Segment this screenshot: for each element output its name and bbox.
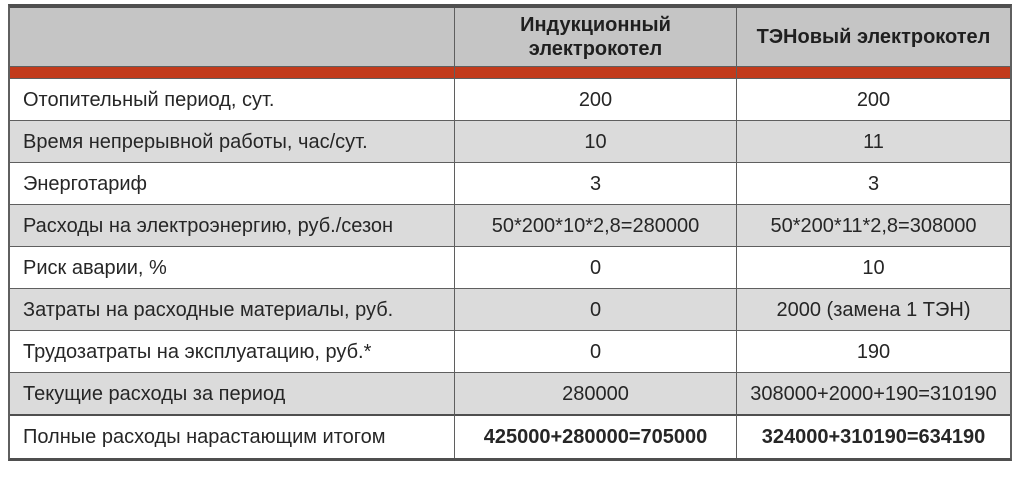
header-empty-cell xyxy=(10,8,454,66)
induction-value: 0 xyxy=(454,288,736,330)
induction-value: 280000 xyxy=(454,372,736,414)
ten-value: 190 xyxy=(736,330,1010,372)
table-row xyxy=(10,288,1010,330)
induction-value: 10 xyxy=(454,120,736,162)
table-row xyxy=(10,120,1010,162)
header-induction-boiler: Индукционный электрокотел xyxy=(454,8,736,66)
table-row xyxy=(10,330,1010,372)
accent-bar-segment xyxy=(736,66,1010,78)
induction-value: 0 xyxy=(454,246,736,288)
row-label: Риск аварии, % xyxy=(10,246,454,288)
row-label: Расходы на электроэнергию, руб./сезон xyxy=(10,204,454,246)
ten-value: 11 xyxy=(736,120,1010,162)
table-row xyxy=(10,246,1010,288)
ten-value: 200 xyxy=(736,78,1010,120)
ten-value: 308000+2000+190=310190 xyxy=(736,372,1010,414)
table-row-total xyxy=(10,414,1010,458)
accent-bar-segment xyxy=(10,66,454,78)
accent-bar-segment xyxy=(454,66,736,78)
row-label: Энерготариф xyxy=(10,162,454,204)
induction-value: 200 xyxy=(454,78,736,120)
row-label: Отопительный период, сут. xyxy=(10,78,454,120)
ten-value: 2000 (замена 1 ТЭН) xyxy=(736,288,1010,330)
row-label: Текущие расходы за период xyxy=(10,372,454,414)
ten-value: 10 xyxy=(736,246,1010,288)
row-label: Затраты на расходные материалы, руб. xyxy=(10,288,454,330)
row-label: Трудозатраты на эксплуатацию, руб.* xyxy=(10,330,454,372)
accent-bar xyxy=(10,66,1010,78)
induction-value: 0 xyxy=(454,330,736,372)
ten-value: 324000+310190=634190 xyxy=(736,414,1010,458)
table-row xyxy=(10,204,1010,246)
ten-value: 3 xyxy=(736,162,1010,204)
comparison-table xyxy=(8,4,1012,461)
table-row xyxy=(10,372,1010,414)
ten-value: 50*200*11*2,8=308000 xyxy=(736,204,1010,246)
induction-value: 3 xyxy=(454,162,736,204)
table-row xyxy=(10,162,1010,204)
induction-value: 425000+280000=705000 xyxy=(454,414,736,458)
induction-value: 50*200*10*2,8=280000 xyxy=(454,204,736,246)
table-header xyxy=(10,8,1010,66)
row-label: Полные расходы нарастающим итогом xyxy=(10,414,454,458)
row-label: Время непрерывной работы, час/сут. xyxy=(10,120,454,162)
header-ten-boiler: ТЭНовый электрокотел xyxy=(736,8,1010,66)
table-row xyxy=(10,78,1010,120)
